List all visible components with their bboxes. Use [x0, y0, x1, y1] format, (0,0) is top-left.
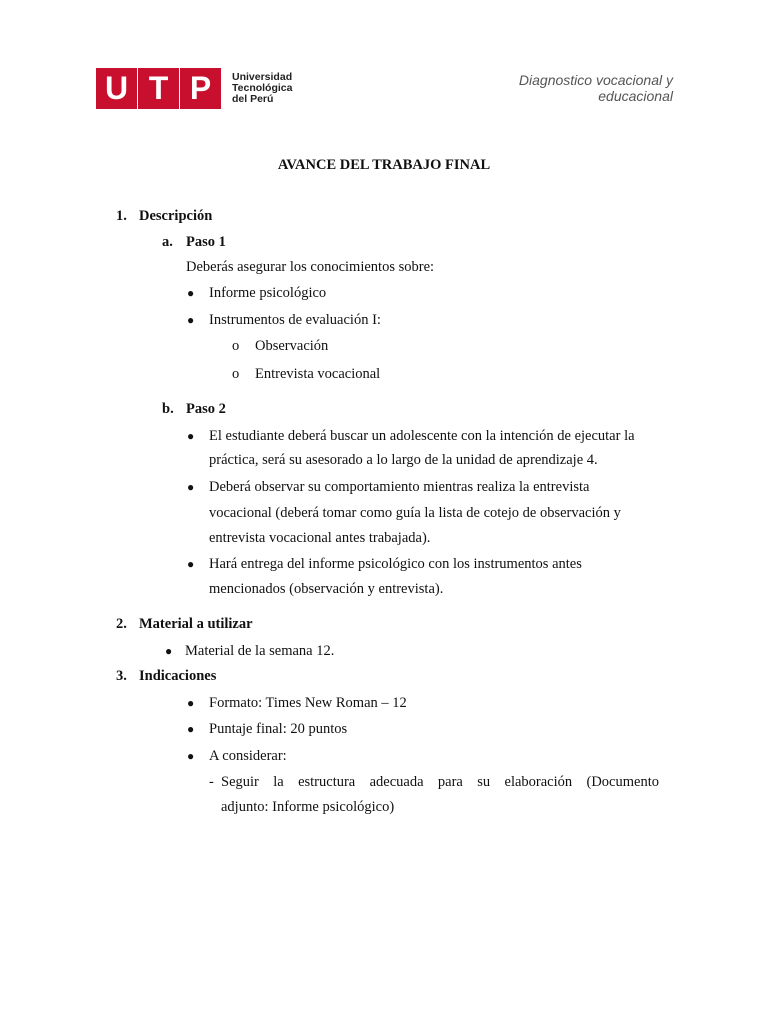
step-b-bullet-2-line-3: entrevista vocacional antes trabajada).: [209, 530, 431, 546]
step-a-intro: Deberás asegurar los conocimientos sobre:: [186, 259, 435, 275]
logo-text-line-3: del Perú: [232, 93, 274, 105]
logo-letter-p: P: [180, 68, 221, 109]
bullet-icon: ●: [187, 749, 195, 763]
utp-logo: [96, 68, 292, 109]
section-1-heading: Descripción: [139, 208, 213, 224]
step-b-heading: Paso 2: [186, 401, 226, 417]
step-b-bullet-1-line-1: El estudiante deberá buscar un adolescente con la intención de ejecutar la: [209, 428, 635, 444]
step-b-bullet-2-line-2: vocacional (deberá tomar como guía la lista de cotejo de observación y: [209, 505, 621, 521]
step-a-marker: a.: [162, 234, 173, 250]
logo-university-name: [232, 72, 292, 105]
section-2-bullet-1: Material de la semana 12.: [185, 643, 335, 659]
logo-letters: [96, 68, 222, 109]
section-3-bullet-2: Puntaje final: 20 puntos: [209, 721, 348, 737]
course-name-line-1: Diagnostico vocacional y: [518, 72, 673, 88]
section-3-number: 3.: [116, 668, 127, 684]
logo-text-line-1: Universidad: [232, 71, 293, 83]
course-name-line-2: educacional: [598, 88, 673, 104]
bullet-icon: ●: [187, 557, 195, 571]
step-a-heading: Paso 1: [186, 234, 226, 250]
step-b-bullet-2-line-1: Deberá observar su comportamiento mientras realiza la entrevista: [209, 479, 590, 495]
sub-bullet-icon: o: [232, 338, 240, 354]
section-3-heading: Indicaciones: [139, 668, 217, 684]
step-b-marker: b.: [162, 401, 174, 417]
bullet-icon: ●: [187, 313, 195, 327]
bullet-icon: ●: [187, 696, 195, 710]
document-title: AVANCE DEL TRABAJO FINAL: [277, 157, 491, 173]
bullet-icon: ●: [187, 429, 195, 443]
step-b-bullet-3-line-1: Hará entrega del informe psicológico con los instrumentos antes: [209, 556, 582, 572]
step-b-bullet-1-line-2: práctica, será su asesorado a lo largo de la unidad de aprendizaje 4.: [209, 452, 598, 468]
sub-bullet-icon: o: [232, 366, 240, 382]
section-3-dash-line-1: Seguir la estructura adecuada para su elaboración (Documento: [221, 774, 659, 790]
dash-marker: -: [209, 774, 214, 790]
logo-text-line-2: Tecnológica: [232, 82, 293, 94]
course-name: [453, 72, 673, 104]
bullet-icon: ●: [187, 286, 195, 300]
bullet-icon: ●: [165, 644, 173, 658]
step-a-bullet-2: Instrumentos de evaluación I:: [209, 312, 381, 328]
step-a-sub-bullet-2: Entrevista vocacional: [255, 366, 381, 382]
bullet-icon: ●: [187, 480, 195, 494]
section-3-dash-line-2: adjunto: Informe psicológico): [221, 799, 395, 815]
section-3-bullet-3: A considerar:: [209, 748, 287, 764]
logo-letter-u: U: [96, 68, 137, 109]
logo-letter-t: T: [138, 68, 179, 109]
bullet-icon: ●: [187, 722, 195, 736]
section-3-bullet-1: Formato: Times New Roman – 12: [209, 695, 407, 711]
step-a-bullet-1: Informe psicológico: [209, 285, 327, 301]
section-1-number: 1.: [116, 208, 127, 224]
section-2-heading: Material a utilizar: [139, 616, 253, 632]
step-a-sub-bullet-1: Observación: [255, 338, 329, 354]
section-2-number: 2.: [116, 616, 127, 632]
step-b-bullet-3-line-2: mencionados (observación y entrevista).: [209, 581, 444, 597]
